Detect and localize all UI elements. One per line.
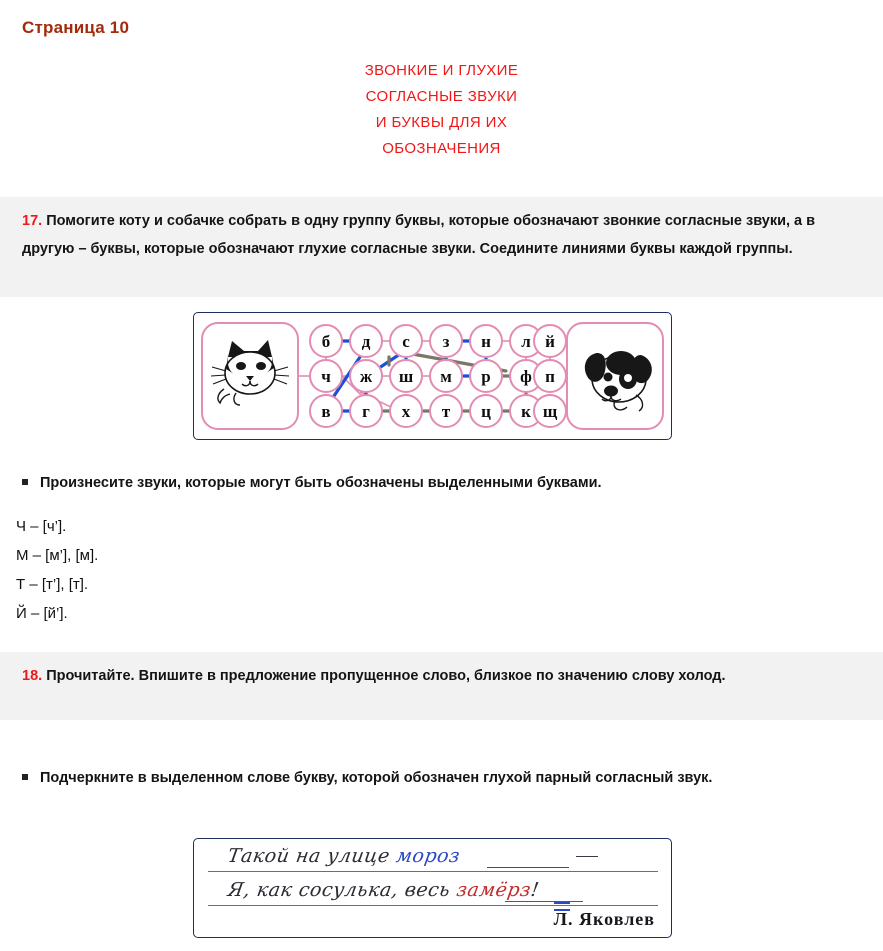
lesson-title-line-3: И БУКВЫ ДЛЯ ИХ bbox=[375, 114, 508, 131]
letter-group-diagram[interactable] bbox=[193, 312, 672, 440]
bullet-instruction-2-text: Подчеркните в выделенном слове букву, которой обозначен глухой парный согласный звук. bbox=[40, 770, 713, 786]
letter-text-t: т bbox=[441, 402, 451, 421]
letter-text-ch: ч bbox=[321, 367, 331, 386]
underline-moroz bbox=[487, 867, 569, 868]
answer-line-1: Ч – [ч’]. bbox=[16, 518, 67, 535]
bullet-instruction-1 bbox=[22, 470, 862, 497]
writing-rule-line-1 bbox=[208, 871, 658, 872]
bullet-square-icon bbox=[22, 479, 28, 485]
task-17-panel bbox=[0, 197, 883, 297]
letter-text-n: н bbox=[481, 332, 491, 351]
bullet-square-icon-2 bbox=[22, 774, 28, 780]
letter-text-m: м bbox=[440, 367, 452, 386]
letter-text-shch: щ bbox=[542, 402, 558, 421]
handwriting-line-2 bbox=[226, 879, 541, 901]
page-label: Страница 10 bbox=[22, 18, 130, 37]
underline-zamerz bbox=[505, 901, 583, 902]
task-17-paragraph bbox=[22, 207, 859, 263]
lesson-title-line-4: ОБОЗНАЧЕНИЯ bbox=[382, 140, 501, 157]
writing-rule-line-2 bbox=[208, 905, 658, 906]
letter-text-b: б bbox=[321, 332, 331, 351]
bullet-instruction-1-text: Произнесите звуки, которые могут быть обозначены выделенными буквами. bbox=[40, 475, 602, 491]
handwriting-line-2-prefix: Я, как сосулька, весь bbox=[226, 879, 459, 901]
letter-text-p: п bbox=[545, 367, 555, 386]
handwriting-line-1-prefix: Такой на улице bbox=[226, 845, 399, 867]
task-17-text: Помогите коту и собачке собрать в одну группу буквы, которые обозначают звонкие согласные звуки, а в другую – буквы, которые обозначают глухие согласные звуки. Соедините линиями буквы каждой группы. bbox=[22, 213, 816, 257]
task-18-number: 18. bbox=[22, 668, 43, 684]
handwriting-filled-word-zamerz: замёрз bbox=[455, 879, 533, 901]
lesson-title bbox=[0, 58, 883, 162]
task-17-number: 17. bbox=[22, 213, 43, 229]
lesson-title-line-1: ЗВОНКИЕ И ГЛУХИЕ bbox=[364, 62, 519, 79]
letter-text-l: л bbox=[521, 332, 531, 351]
answer-line-3: Т – [т’], [т]. bbox=[16, 576, 89, 593]
letter-text-z: з bbox=[442, 332, 450, 351]
handwriting-answer-box[interactable] bbox=[193, 838, 672, 938]
letter-text-v: в bbox=[321, 402, 331, 421]
answer-list bbox=[16, 512, 98, 628]
letter-text-k: к bbox=[521, 402, 531, 421]
letter-text-zh: ж bbox=[359, 367, 373, 386]
handwriting-filled-word-moroz: мороз bbox=[394, 845, 462, 867]
bullet-instruction-2 bbox=[22, 765, 862, 792]
letter-text-g: г bbox=[362, 402, 370, 421]
letter-text-s: с bbox=[402, 332, 410, 351]
answer-line-2: М – [м’], [м]. bbox=[16, 547, 99, 564]
letter-text-h: х bbox=[401, 402, 411, 421]
task-18-panel bbox=[0, 652, 883, 720]
letter-text-ts: ц bbox=[481, 402, 491, 421]
answer-line-4: Й – [й’]. bbox=[16, 605, 68, 622]
letter-text-j: й bbox=[545, 332, 555, 351]
handwriting-line-1 bbox=[226, 845, 461, 867]
task-18-text: Прочитайте. Впишите в предложение пропущенное слово, близкое по значению слову холод. bbox=[46, 668, 726, 684]
lesson-title-line-2: СОГЛАСНЫЕ ЗВУКИ bbox=[365, 88, 518, 105]
letter-text-f: ф bbox=[520, 367, 532, 386]
sentence-dash bbox=[576, 856, 598, 857]
task-18-paragraph bbox=[22, 662, 859, 690]
poem-author: Л. Яковлев bbox=[553, 909, 655, 929]
letter-text-sh: ш bbox=[398, 367, 414, 386]
letter-text-r: р bbox=[481, 367, 491, 386]
letter-text-d: д bbox=[361, 332, 371, 351]
handwriting-line-2-suffix: ! bbox=[529, 879, 541, 901]
